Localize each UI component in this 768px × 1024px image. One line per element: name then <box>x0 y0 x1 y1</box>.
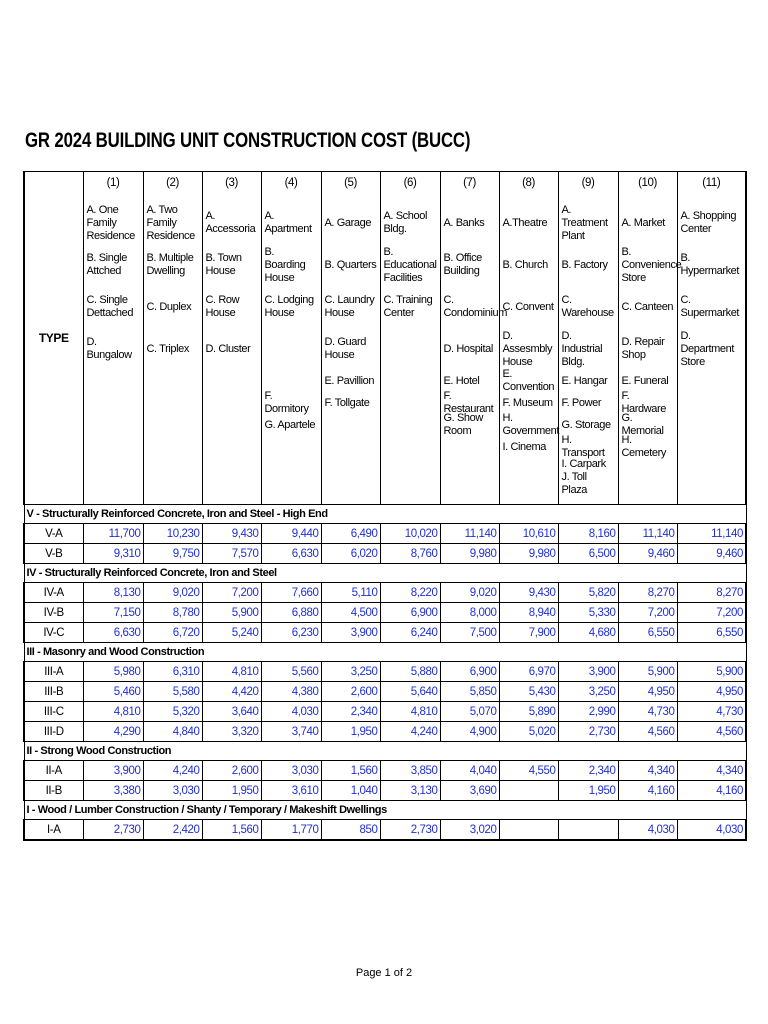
cost-cell: 10,230 <box>143 524 202 544</box>
cost-cell: 4,560 <box>677 722 746 742</box>
building-category: E. Convention <box>502 368 555 393</box>
cost-cell: 9,020 <box>143 583 202 603</box>
table-row <box>24 524 746 544</box>
building-category: A. Shopping Center <box>680 210 737 235</box>
page-footer: Page 1 of 2 <box>355 967 413 979</box>
cost-cell: 4,950 <box>677 682 746 702</box>
cost-cell: 9,020 <box>440 583 499 603</box>
cost-cell: 5,560 <box>261 662 321 682</box>
construction-group-row <box>24 742 746 761</box>
cost-cell: 3,900 <box>321 623 380 643</box>
cost-cell: 9,460 <box>677 544 746 564</box>
building-category: D. Repair Shop <box>621 336 665 361</box>
column-number: (5) <box>344 177 357 189</box>
cost-cell: 8,760 <box>380 544 440 564</box>
building-category <box>680 458 744 500</box>
cost-cell: 9,980 <box>499 544 558 564</box>
column-header <box>321 172 380 505</box>
cost-cell: 2,990 <box>558 702 618 722</box>
building-category: B. Office Building <box>443 252 482 277</box>
cost-cell: 6,240 <box>380 623 440 643</box>
cost-cell: 2,730 <box>380 820 440 841</box>
building-category <box>680 436 744 458</box>
cost-cell: 4,680 <box>558 623 618 643</box>
building-category: B. Convenience Store <box>621 245 682 284</box>
building-category: G. Show Room <box>443 412 483 437</box>
cost-cell: 6,630 <box>261 544 321 564</box>
table-row <box>24 583 746 603</box>
cost-cell: 10,020 <box>380 524 440 544</box>
cost-cell: 5,330 <box>558 603 618 623</box>
building-category: A. One Family Residence <box>86 203 135 242</box>
cost-cell: 3,250 <box>558 682 618 702</box>
cost-cell: 7,200 <box>677 603 746 623</box>
building-category <box>86 458 141 500</box>
building-category <box>264 436 319 458</box>
table-body <box>24 172 746 841</box>
cost-cell: 7,150 <box>83 603 143 623</box>
building-category <box>324 458 378 500</box>
building-category <box>680 370 744 392</box>
cost-cell: 3,020 <box>440 820 499 841</box>
column-number: (11) <box>702 177 721 189</box>
table-row <box>24 662 746 682</box>
building-category: C. Triplex <box>146 342 189 355</box>
cost-cell: 6,550 <box>677 623 746 643</box>
cost-cell: 4,810 <box>83 702 143 722</box>
building-category <box>86 436 141 458</box>
cost-cell: 8,130 <box>83 583 143 603</box>
building-category: C. Lodging House <box>264 294 314 319</box>
building-category: F. Dormitory <box>264 390 309 415</box>
building-category <box>680 414 744 436</box>
cost-cell: 8,270 <box>618 583 677 603</box>
column-number: (7) <box>463 177 476 189</box>
cost-cell <box>499 781 558 801</box>
building-category: E. Pavillion <box>324 374 375 387</box>
cost-cell: 4,290 <box>83 722 143 742</box>
construction-group-row <box>24 505 746 524</box>
building-category: D. Industrial Bldg. <box>561 329 603 368</box>
building-category: B. Single Attched <box>86 252 127 277</box>
cost-cell: 6,880 <box>261 603 321 623</box>
building-category: A. School Bldg. <box>383 210 427 235</box>
building-category <box>383 392 438 414</box>
cost-cell: 7,570 <box>202 544 261 564</box>
building-category <box>621 458 675 500</box>
type-label: V-A <box>24 524 83 544</box>
cost-cell: 850 <box>321 820 380 841</box>
cost-cell: 5,820 <box>558 583 618 603</box>
building-category: B. Town House <box>205 252 242 277</box>
cost-cell: 11,140 <box>440 524 499 544</box>
column-number: (1) <box>106 177 120 189</box>
cost-cell: 4,340 <box>677 761 746 781</box>
type-label: IV-C <box>24 623 83 643</box>
building-category: B. Quarters <box>324 258 377 271</box>
cost-cell: 5,460 <box>83 682 143 702</box>
cost-cell: 4,340 <box>618 761 677 781</box>
table-row <box>24 820 746 841</box>
bucc-table <box>23 171 747 841</box>
building-category: C. Convent <box>502 300 554 313</box>
cost-cell: 4,900 <box>440 722 499 742</box>
cost-cell: 6,720 <box>143 623 202 643</box>
cost-cell: 8,940 <box>499 603 558 623</box>
building-category: C. Supermarket <box>680 294 740 319</box>
type-label: III-C <box>24 702 83 722</box>
building-category: D. Guard House <box>324 336 366 361</box>
building-category: D. Assesmbly House <box>502 329 553 368</box>
construction-group-label: III - Masonry and Wood Construction <box>24 643 746 662</box>
building-category: B. Church <box>502 258 548 271</box>
building-category <box>86 370 141 392</box>
cost-cell: 3,250 <box>321 662 380 682</box>
cost-cell: 4,500 <box>321 603 380 623</box>
cost-cell: 8,780 <box>143 603 202 623</box>
cost-cell: 9,310 <box>83 544 143 564</box>
cost-cell: 6,900 <box>380 603 440 623</box>
column-header <box>143 172 202 505</box>
cost-cell: 5,850 <box>440 682 499 702</box>
cost-cell: 4,160 <box>677 781 746 801</box>
construction-group-row <box>24 801 746 820</box>
cost-cell: 7,660 <box>261 583 321 603</box>
cost-cell: 3,610 <box>261 781 321 801</box>
building-category: B. Factory <box>561 258 608 271</box>
building-category: A. Two Family Residence <box>146 203 195 242</box>
cost-cell: 5,430 <box>499 682 558 702</box>
cost-cell: 3,690 <box>440 781 499 801</box>
cost-cell: 8,270 <box>677 583 746 603</box>
building-category: A.Theatre <box>502 216 548 229</box>
cost-cell: 4,380 <box>261 682 321 702</box>
building-category: D. Hospital <box>443 342 493 355</box>
column-header <box>558 172 618 505</box>
building-category: E. Funeral <box>621 374 669 387</box>
column-header <box>380 172 440 505</box>
building-category <box>264 458 319 500</box>
cost-cell: 10,610 <box>499 524 558 544</box>
building-category: G. Apartele <box>264 418 316 431</box>
building-category <box>383 458 438 500</box>
building-category <box>443 458 497 500</box>
cost-cell: 9,750 <box>143 544 202 564</box>
building-category <box>205 370 259 392</box>
cost-cell: 1,950 <box>558 781 618 801</box>
column-number: (2) <box>166 177 179 189</box>
cost-cell: 5,900 <box>618 662 677 682</box>
cost-cell: 2,600 <box>321 682 380 702</box>
building-category: H. Government <box>502 412 560 437</box>
building-category <box>324 436 378 458</box>
cost-cell: 2,340 <box>558 761 618 781</box>
cost-cell: 4,810 <box>202 662 261 682</box>
building-category: A. Treatment Plant <box>561 203 608 242</box>
building-category: F. Hardware <box>621 390 666 415</box>
building-category <box>205 392 259 414</box>
cost-cell: 3,380 <box>83 781 143 801</box>
cost-cell: 7,200 <box>618 603 677 623</box>
type-label: I-A <box>24 820 83 841</box>
cost-cell: 5,980 <box>83 662 143 682</box>
cost-cell: 5,240 <box>202 623 261 643</box>
column-header <box>261 172 321 505</box>
building-category: B. Hypermarket <box>680 252 740 277</box>
building-category: B. Boarding House <box>264 245 306 284</box>
building-category: F. Restaurant <box>443 390 494 415</box>
type-label: IV-A <box>24 583 83 603</box>
cost-cell: 5,900 <box>677 662 746 682</box>
construction-group-label: V - Structurally Reinforced Concrete, Iron and Steel - High End <box>24 505 746 524</box>
building-category <box>146 458 200 500</box>
cost-cell: 11,700 <box>83 524 143 544</box>
cost-cell: 4,030 <box>677 820 746 841</box>
cost-cell: 4,040 <box>440 761 499 781</box>
building-category: A. Garage <box>324 216 372 229</box>
cost-cell: 9,430 <box>499 583 558 603</box>
building-category <box>502 458 556 500</box>
cost-cell: 5,580 <box>143 682 202 702</box>
cost-cell: 3,130 <box>380 781 440 801</box>
building-category: A. Apartment <box>264 210 312 235</box>
building-category: C. Laundry House <box>324 294 375 319</box>
cost-cell: 8,220 <box>380 583 440 603</box>
table-row <box>24 682 746 702</box>
type-label: IV-B <box>24 603 83 623</box>
cost-cell: 1,950 <box>321 722 380 742</box>
building-category <box>146 370 200 392</box>
building-category: D. Cluster <box>205 342 251 355</box>
cost-cell: 1,040 <box>321 781 380 801</box>
cost-cell: 7,500 <box>440 623 499 643</box>
table-row <box>24 761 746 781</box>
column-number: (3) <box>225 177 238 189</box>
building-category <box>324 414 378 436</box>
cost-cell: 5,900 <box>202 603 261 623</box>
building-category <box>205 436 259 458</box>
cost-cell: 4,240 <box>380 722 440 742</box>
cost-cell: 3,320 <box>202 722 261 742</box>
cost-cell: 8,000 <box>440 603 499 623</box>
cost-cell: 11,140 <box>618 524 677 544</box>
type-label: II-A <box>24 761 83 781</box>
cost-cell: 1,560 <box>321 761 380 781</box>
cost-cell: 9,430 <box>202 524 261 544</box>
cost-cell: 9,440 <box>261 524 321 544</box>
building-category <box>264 370 319 392</box>
cost-cell: 1,560 <box>202 820 261 841</box>
cost-cell: 6,310 <box>143 662 202 682</box>
building-category: E. Hangar <box>561 374 608 387</box>
cost-cell: 6,020 <box>321 544 380 564</box>
cost-cell: 5,070 <box>440 702 499 722</box>
building-category: F. Power <box>561 396 602 409</box>
cost-cell: 6,630 <box>83 623 143 643</box>
cost-cell: 3,740 <box>261 722 321 742</box>
cost-cell: 2,730 <box>83 820 143 841</box>
building-category: C. Single Dettached <box>86 294 134 319</box>
cost-cell: 6,500 <box>558 544 618 564</box>
column-number: (9) <box>581 177 595 189</box>
cost-cell <box>499 820 558 841</box>
cost-cell: 6,490 <box>321 524 380 544</box>
document-title: GR 2024 BUILDING UNIT CONSTRUCTION COST (BUCC) <box>25 129 471 152</box>
cost-cell: 2,340 <box>321 702 380 722</box>
construction-group-row <box>24 564 746 583</box>
building-category: A. Banks <box>443 216 485 229</box>
cost-cell: 6,900 <box>440 662 499 682</box>
cost-cell: 3,030 <box>143 781 202 801</box>
cost-cell: 5,880 <box>380 662 440 682</box>
building-category <box>205 414 259 436</box>
building-category: B. Educational Facilities <box>383 245 437 284</box>
construction-group-label: IV - Structurally Reinforced Concrete, Iron and Steel <box>24 564 746 583</box>
building-category <box>383 328 438 370</box>
building-category <box>680 392 744 414</box>
cost-cell: 7,200 <box>202 583 261 603</box>
cost-cell: 4,160 <box>618 781 677 801</box>
type-header: TYPE <box>24 172 83 505</box>
cost-cell: 4,730 <box>618 702 677 722</box>
cost-cell: 4,840 <box>143 722 202 742</box>
cost-cell: 4,730 <box>677 702 746 722</box>
cost-cell: 4,240 <box>143 761 202 781</box>
cost-cell: 5,320 <box>143 702 202 722</box>
column-number: (4) <box>284 177 298 189</box>
building-category: F. Tollgate <box>324 396 370 409</box>
cost-cell: 6,550 <box>618 623 677 643</box>
cost-cell: 3,640 <box>202 702 261 722</box>
cost-cell: 5,640 <box>380 682 440 702</box>
building-category: C. Row House <box>205 294 240 319</box>
building-category: C. Duplex <box>146 300 192 313</box>
cost-cell: 8,160 <box>558 524 618 544</box>
column-header <box>618 172 682 505</box>
column-header <box>677 172 746 505</box>
building-category: B. Multiple Dwelling <box>146 252 194 277</box>
building-category <box>146 436 200 458</box>
column-header <box>499 172 558 505</box>
building-category <box>86 392 141 414</box>
building-category: C. Canteen <box>621 300 674 313</box>
construction-group-label: II - Strong Wood Construction <box>24 742 746 761</box>
table-row <box>24 603 746 623</box>
building-category <box>561 458 616 500</box>
cost-cell: 9,980 <box>440 544 499 564</box>
building-category <box>443 436 497 458</box>
cost-cell: 5,110 <box>321 583 380 603</box>
cost-cell: 4,030 <box>261 702 321 722</box>
column-header <box>202 172 261 505</box>
cost-cell <box>558 820 618 841</box>
building-category <box>383 436 438 458</box>
cost-cell: 5,020 <box>499 722 558 742</box>
column-header <box>83 172 143 505</box>
cost-cell: 2,600 <box>202 761 261 781</box>
building-category: I. Cinema <box>502 440 546 453</box>
cost-cell: 2,730 <box>558 722 618 742</box>
header-row <box>24 172 746 505</box>
cost-cell: 4,560 <box>618 722 677 742</box>
column-number: (6) <box>403 177 417 189</box>
building-category: C. Warehouse <box>561 294 614 319</box>
cost-cell: 2,420 <box>143 820 202 841</box>
building-category <box>205 458 259 500</box>
building-category: C. Training Center <box>383 294 433 319</box>
type-label: V-B <box>24 544 83 564</box>
table-row <box>24 544 746 564</box>
cost-cell: 4,810 <box>380 702 440 722</box>
building-category: D. Bungalow <box>86 336 132 361</box>
building-category: G. Memorial <box>621 412 664 437</box>
cost-cell: 3,850 <box>380 761 440 781</box>
column-number: (8) <box>522 177 535 189</box>
cost-cell: 11,140 <box>677 524 746 544</box>
table-row <box>24 702 746 722</box>
building-category <box>146 392 200 414</box>
type-label: II-B <box>24 781 83 801</box>
type-label: III-D <box>24 722 83 742</box>
table-row <box>24 781 746 801</box>
building-category <box>264 328 319 370</box>
cost-cell: 1,950 <box>202 781 261 801</box>
cost-cell: 7,900 <box>499 623 558 643</box>
building-category: H. Transport <box>561 434 605 459</box>
building-category: H. Cemetery <box>621 434 666 459</box>
table-row <box>24 722 746 742</box>
building-category <box>383 370 438 392</box>
cost-cell: 1,770 <box>261 820 321 841</box>
type-label: III-A <box>24 662 83 682</box>
cost-cell: 3,900 <box>83 761 143 781</box>
cost-cell: 6,230 <box>261 623 321 643</box>
column-number: (10) <box>638 177 657 189</box>
building-category: A. Market <box>621 216 665 229</box>
building-category-line: J. Toll Plaza <box>561 471 588 496</box>
building-category-line: I. Carpark <box>561 458 606 470</box>
cost-cell: 3,030 <box>261 761 321 781</box>
cost-cell: 4,550 <box>499 761 558 781</box>
cost-cell: 4,030 <box>618 820 677 841</box>
cost-cell: 4,420 <box>202 682 261 702</box>
building-category: A. Accessoria <box>205 210 256 235</box>
cost-cell: 6,970 <box>499 662 558 682</box>
building-category <box>146 414 200 436</box>
cost-cell: 4,950 <box>618 682 677 702</box>
building-category <box>383 414 438 436</box>
building-category: E. Hotel <box>443 374 480 387</box>
construction-group-row <box>24 643 746 662</box>
cost-cell: 9,460 <box>618 544 677 564</box>
table-row <box>24 623 746 643</box>
construction-group-label: I - Wood / Lumber Construction / Shanty / Temporary / Makeshift Dwellings <box>24 801 746 820</box>
building-category: C. Condominium <box>443 294 507 319</box>
cost-cell: 3,900 <box>558 662 618 682</box>
building-category: F. Museum <box>502 396 553 409</box>
cost-cell: 5,890 <box>499 702 558 722</box>
column-header <box>440 172 507 505</box>
building-category <box>86 414 141 436</box>
building-category: D. Department Store <box>680 329 734 368</box>
type-label: III-B <box>24 682 83 702</box>
building-category: G. Storage <box>561 418 611 431</box>
